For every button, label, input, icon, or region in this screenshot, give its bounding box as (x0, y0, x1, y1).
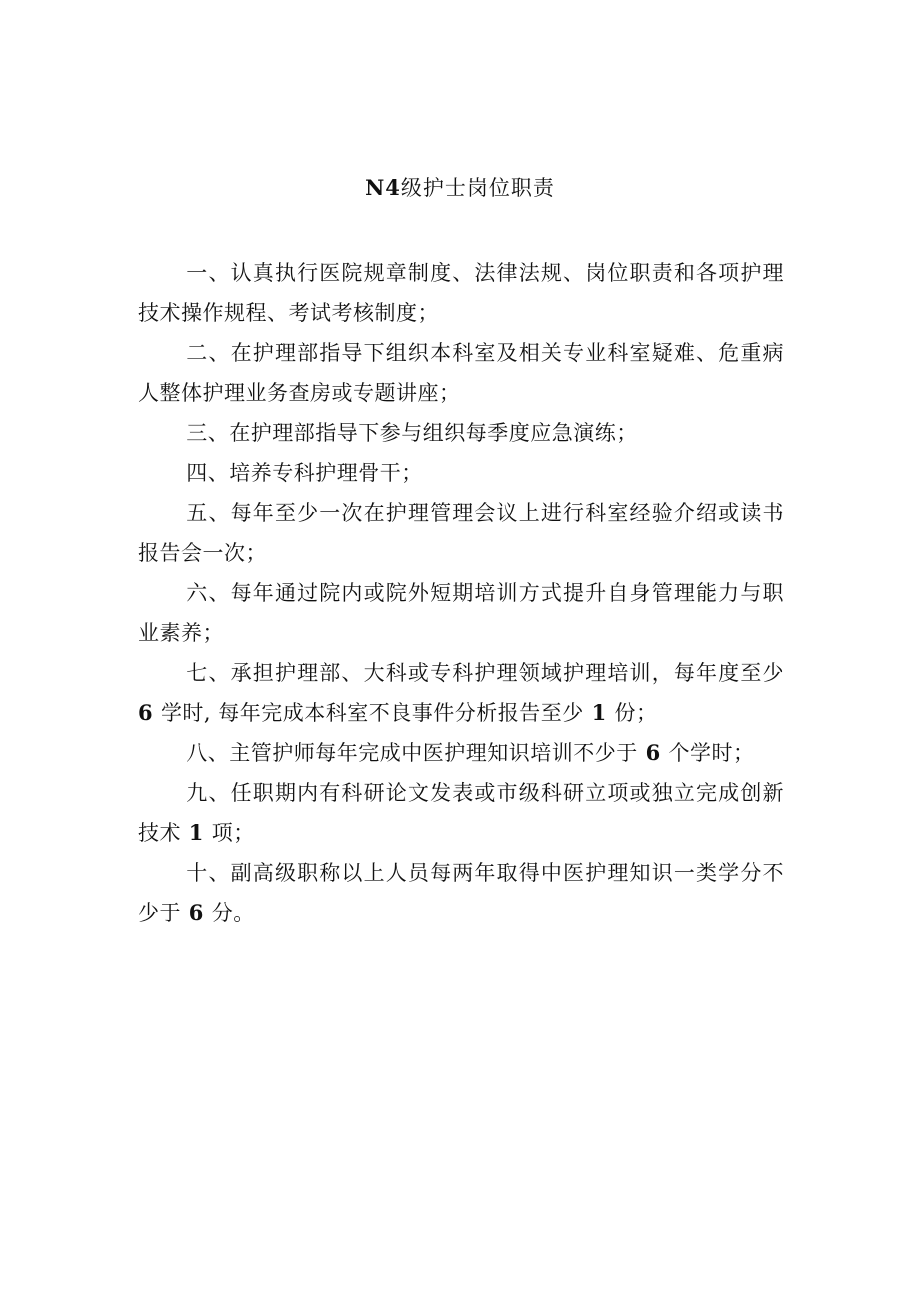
duty-item-5: 五、每年至少一次在护理管理会议上进行科室经验介绍或读书报告会一次； (138, 501, 784, 565)
duty-item-6: 六、每年通过院内或院外短期培训方式提升自身管理能力与职业素养； (138, 581, 784, 645)
duty-item-10: 十、副高级职称以上人员每两年取得中医护理知识一类学分不少于 6 分。 (138, 861, 784, 925)
numeral: 1 (583, 700, 615, 725)
duty-item-4: 四、培养专科护理骨干； (186, 461, 423, 485)
duty-item-2: 二、在护理部指导下组织本科室及相关专业科室疑难、危重病人整体护理业务查房或专题讲座； (138, 341, 784, 405)
duty-item-9: 九、任职期内有科研论文发表或市级科研立项或独立完成创新技术 1 项； (138, 781, 784, 845)
duty-item-8: 八、主管护师每年完成中医护理知识培训不少于 6 个学时； (186, 740, 755, 765)
numeral: 1 (181, 820, 212, 845)
document-title (0, 170, 920, 206)
document-body (138, 253, 784, 933)
duty-item-1: 一、认真执行医院规章制度、法律法规、岗位职责和各项护理技术操作规程、考试考核制度； (138, 261, 784, 325)
title-text: 级护士岗位职责 (400, 176, 555, 200)
numeral: 6 (138, 700, 161, 725)
numeral: 6 (181, 900, 212, 925)
numeral: 6 (637, 740, 669, 765)
title-prefix: N4 (365, 175, 401, 200)
duty-item-3: 三、在护理部指导下参与组织每季度应急演练； (186, 421, 638, 445)
duty-item-7: 七、承担护理部、大科或专科护理领域护理培训，每年度至少 6 学时, 每年完成本科室不良事件分析报告至少 1 份； (138, 661, 784, 725)
